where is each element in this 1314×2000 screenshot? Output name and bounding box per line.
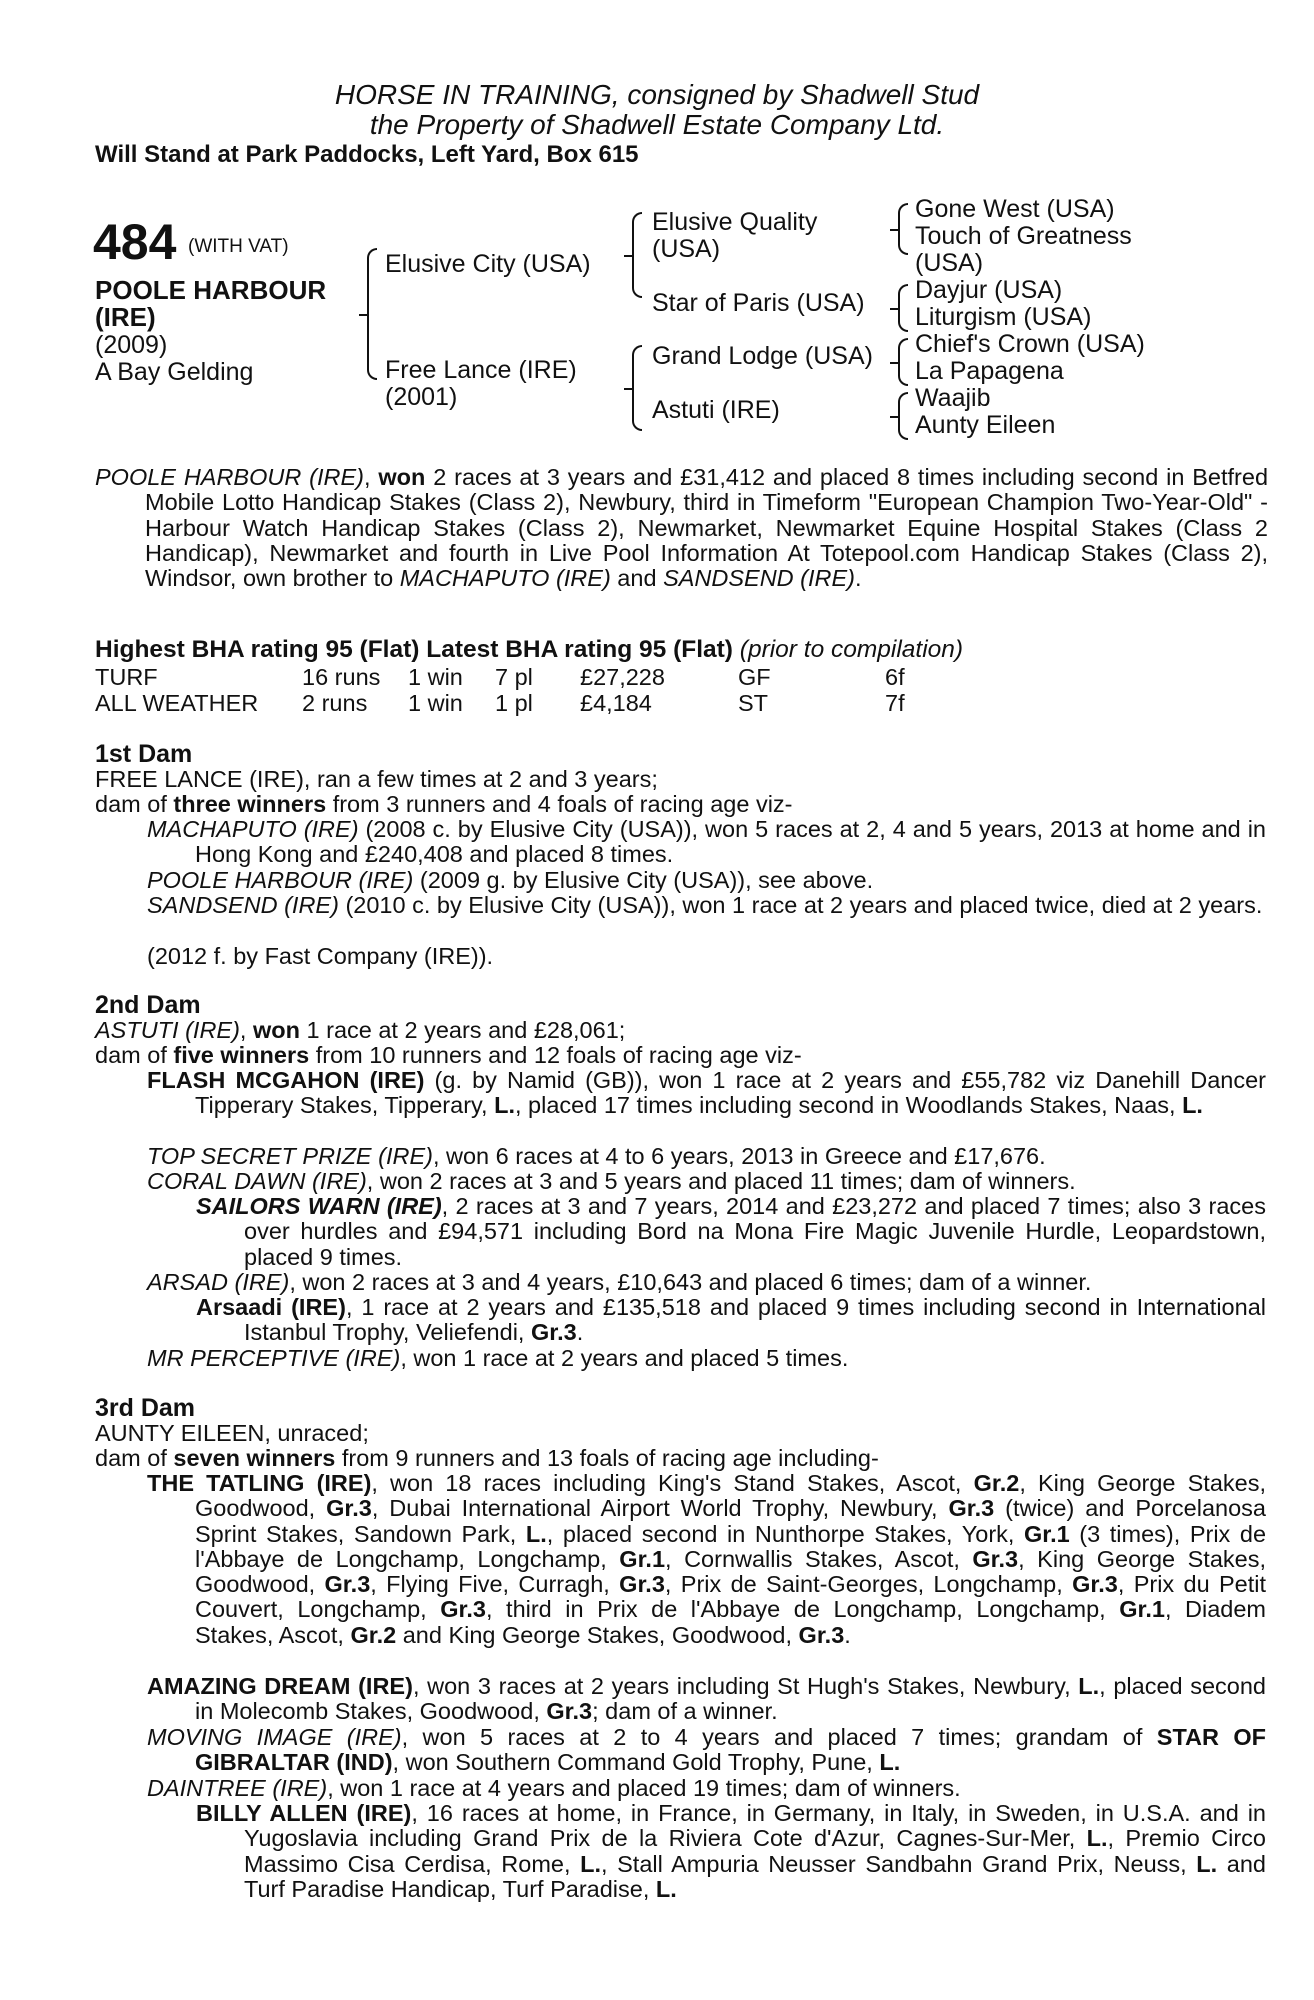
ddd: Aunty Eileen — [915, 411, 1056, 439]
sdd: Liturgism (USA) — [915, 303, 1092, 331]
third-dam-entry-amazing-dream: AMAZING DREAM (IRE), won 3 races at 2 years including St Hugh's Stakes, Newbury, L., placed second in Molecomb Stakes, Goodwood, Gr.3; dam of a winner. — [147, 1673, 1267, 1725]
lot-description: A Bay Gelding — [95, 358, 254, 386]
dams-sire: Grand Lodge (USA) — [652, 342, 873, 370]
sds: Dayjur (USA) — [915, 276, 1063, 304]
first-dam-line-1: FREE LANCE (IRE), ran a few times at 2 and 3 years; — [95, 766, 658, 792]
record-runs: 2 runs — [302, 690, 368, 716]
summary-text: 2 races at 3 years and £31,412 and placed 8 times including second in Betfred Mobile Lotto Handicap Stakes (Class 2), Newbury, third in Timeform "European Champion Two-Year-Old" - Harbour Watch Handicap Stakes (Class 2), Newmarket, Newmarket Equine Hospital Stakes (Class 2 Handicap), Newmarket and fourth in Live Pool Information At Totepool.com Handicap Stakes (Class 2), Windsor, own brother to — [145, 464, 1269, 592]
sss: Gone West (USA) — [915, 195, 1115, 223]
first-dam-heading: 1st Dam — [95, 740, 193, 768]
dsd: La Papagena — [915, 357, 1064, 385]
first-dam-entry-machaputo: MACHAPUTO (IRE) (2008 c. by Elusive City (USA)), won 5 races at 2, 4 and 5 years, 2013 at home and in Hong Kong and £240,408 and placed 8 times. — [147, 816, 1266, 868]
lot-number: 484 — [93, 214, 177, 270]
record-runs: 16 runs — [302, 664, 381, 690]
third-dam-entry-daintree: DAINTREE (IRE), won 1 race at 4 years and placed 19 times; dam of winners. — [147, 1775, 961, 1801]
lot-name-country: (IRE) — [95, 302, 156, 332]
race-summary: POOLE HARBOUR (IRE), won 2 races at 3 years and £31,412 and placed 8 times including second in Betfred Mobile Lotto Handicap Stakes (Class 2), Newbury, third in Timeform "European Champion Two-Year-Old" - Harbour Watch Handicap Stakes (Class 2), Newmarket, Newmarket Equine Hospital Stakes (Class 2 Handicap), Newmarket and fourth in Live Pool Information At Totepool.com Handicap Stakes (Class 2), Windsor, own brother to MACHAPUTO (IRE) and SANDSEND (IRE). — [95, 464, 1269, 592]
record-placed: 7 pl — [495, 664, 533, 690]
second-dam-line-2: dam of five winners from 10 runners and 12 foals of racing age viz- — [95, 1042, 802, 1068]
third-dam-entry-billy-allen: BILLY ALLEN (IRE), 16 races at home, in France, in Germany, in Italy, in Sweden, in U.S.A. and in Yugoslavia including Grand Prix de la Riviera Cote d'Azur, Cagnes-Sur-Mer, L., Premio Circo Massimo Cisa Cerdisa, Rome, L., Stall Ampuria Neusser Sandbahn Grand Prix, Neuss, L. and Turf Paradise Handicap, Turf Paradise, L. — [196, 1800, 1266, 1902]
third-dam-heading: 3rd Dam — [95, 1394, 196, 1422]
record-surface-turf: TURF — [95, 664, 158, 690]
second-dam-entry-arsaadi: Arsaadi (IRE), 1 race at 2 years and £135,518 and placed 9 times including second in International Istanbul Trophy, Veliefendi, Gr.3. — [196, 1294, 1266, 1346]
record-surface-aw: ALL WEATHER — [95, 690, 259, 716]
brace-dd — [898, 392, 908, 440]
third-dam-line-1: AUNTY EILEEN, unraced; — [95, 1420, 369, 1446]
header-line-1: HORSE IN TRAINING, consigned by Shadwell Stud — [334, 79, 980, 110]
dds: Waajib — [915, 384, 991, 412]
second-dam-entry-coral-dawn: CORAL DAWN (IRE), won 2 races at 3 and 5 years and placed 11 times; dam of winners. — [147, 1168, 1076, 1194]
second-dam-entry-flash-mcgahon: FLASH MCGAHON (IRE) (g. by Namid (GB)), won 1 race at 2 years and £55,782 viz Danehill Dancer Tipperary Stakes, Tipperary, L., placed 17 times including second in Woodlands Stakes, Naas, L. — [147, 1067, 1266, 1119]
sire: Elusive City (USA) — [385, 250, 591, 278]
dam: Free Lance (IRE) — [385, 356, 577, 384]
second-dam-entry-arsad: ARSAD (IRE), won 2 races at 3 and 4 years, £10,643 and placed 6 times; dam of a winner. — [147, 1269, 1092, 1295]
header-line-2: the Property of Shadwell Estate Company Ltd. — [369, 109, 945, 140]
record-wins: 1 win — [408, 664, 463, 690]
first-dam-line-2: dam of three winners from 3 runners and 4 foals of racing age viz- — [95, 791, 793, 817]
summary-name: POOLE HARBOUR (IRE) — [95, 464, 364, 490]
record-going: GF — [738, 664, 771, 690]
brace-ss — [898, 203, 908, 255]
record-prize: £27,228 — [580, 664, 665, 690]
brace-sire-dam — [367, 248, 377, 380]
summary-won: won — [378, 464, 426, 490]
bha-rating: Highest BHA rating 95 (Flat) Latest BHA rating 95 (Flat) (prior to compilation) — [95, 636, 964, 663]
second-dam-heading: 2nd Dam — [95, 991, 201, 1019]
sires-dam: Star of Paris (USA) — [652, 289, 865, 317]
brace-dam-parents — [632, 345, 642, 431]
record-going: ST — [738, 690, 769, 716]
ssd-country: (USA) — [915, 249, 984, 277]
header-line-3: Will Stand at Park Paddocks, Left Yard, Box 615 — [95, 141, 639, 168]
second-dam-line-1: ASTUTI (IRE), won 1 race at 2 years and £28,061; — [95, 1017, 626, 1043]
third-dam-line-2: dam of seven winners from 9 runners and 13 foals of racing age including- — [95, 1445, 879, 1471]
record-prize: £4,184 — [580, 690, 652, 716]
summary-brother-2: SANDSEND (IRE) — [663, 565, 855, 592]
third-dam-entry-the-tatling: THE TATLING (IRE), won 18 races including King's Stand Stakes, Ascot, Gr.2, King George Stakes, Goodwood, Gr.3, Dubai International Airport World Trophy, Newbury, Gr.3 (twice) and Porcelanosa Sprint Stakes, Sandown Park, L., placed second in Nunthorpe Stakes, York, Gr.1 (3 times), Prix de l'Abbaye de Longchamp, Longchamp, Gr.1, Cornwallis Stakes, Ascot, Gr.3, King George Stakes, Goodwood, Gr.3, Flying Five, Curragh, Gr.3, Prix de Saint-Georges, Longchamp, Gr.3, Prix du Petit Couvert, Longchamp, Gr.3, third in Prix de l'Abbaye de Longchamp, Longchamp, Gr.1, Diadem Stakes, Ascot, Gr.2 and King George Stakes, Goodwood, Gr.3. — [147, 1470, 1267, 1648]
brace-sd — [898, 284, 908, 332]
record-wins: 1 win — [408, 690, 463, 716]
brace-ds — [898, 338, 908, 386]
first-dam-entry-2012: (2012 f. by Fast Company (IRE)). — [147, 943, 494, 969]
lot-year: (2009) — [95, 331, 168, 359]
sires-sire-country: (USA) — [652, 235, 721, 263]
dam-year: (2001) — [385, 383, 458, 411]
sires-sire: Elusive Quality — [652, 208, 818, 236]
first-dam-entry-poole-harbour: POOLE HARBOUR (IRE) (2009 g. by Elusive City (USA)), see above. — [147, 867, 874, 893]
ssd: Touch of Greatness — [915, 222, 1132, 250]
vat-note: (WITH VAT) — [188, 236, 289, 257]
third-dam-entry-moving-image: MOVING IMAGE (IRE), won 5 races at 2 to 4 years and placed 7 times; grandam of STAR OF GIBRALTAR (IND), won Southern Command Gold Trophy, Pune, L. — [147, 1724, 1267, 1776]
second-dam-entry-mr-perceptive: MR PERCEPTIVE (IRE), won 1 race at 2 years and placed 5 times. — [147, 1345, 849, 1371]
lot-name: POOLE HARBOUR — [95, 275, 327, 305]
second-dam-entry-sailors-warn: SAILORS WARN (IRE), 2 races at 3 and 7 years, 2014 and £23,272 and placed 7 times; also 3 races over hurdles and £94,571 including Bord na Mona Fire Magic Juvenile Hurdle, Leopardstown, placed 9 times. — [196, 1193, 1266, 1270]
record-distance: 6f — [885, 664, 905, 690]
summary-brother-1: MACHAPUTO (IRE) — [399, 565, 611, 592]
dss: Chief's Crown (USA) — [915, 330, 1145, 358]
brace-sire-parents — [632, 212, 642, 298]
first-dam-entry-sandsend: SANDSEND (IRE) (2010 c. by Elusive City (USA)), won 1 race at 2 years and placed twice, died at 2 years. — [147, 892, 1263, 918]
record-distance: 7f — [885, 690, 905, 716]
dams-dam: Astuti (IRE) — [652, 396, 780, 424]
record-placed: 1 pl — [495, 690, 533, 716]
second-dam-entry-top-secret-prize: TOP SECRET PRIZE (IRE), won 6 races at 4 to 6 years, 2013 in Greece and £17,676. — [147, 1143, 1046, 1169]
